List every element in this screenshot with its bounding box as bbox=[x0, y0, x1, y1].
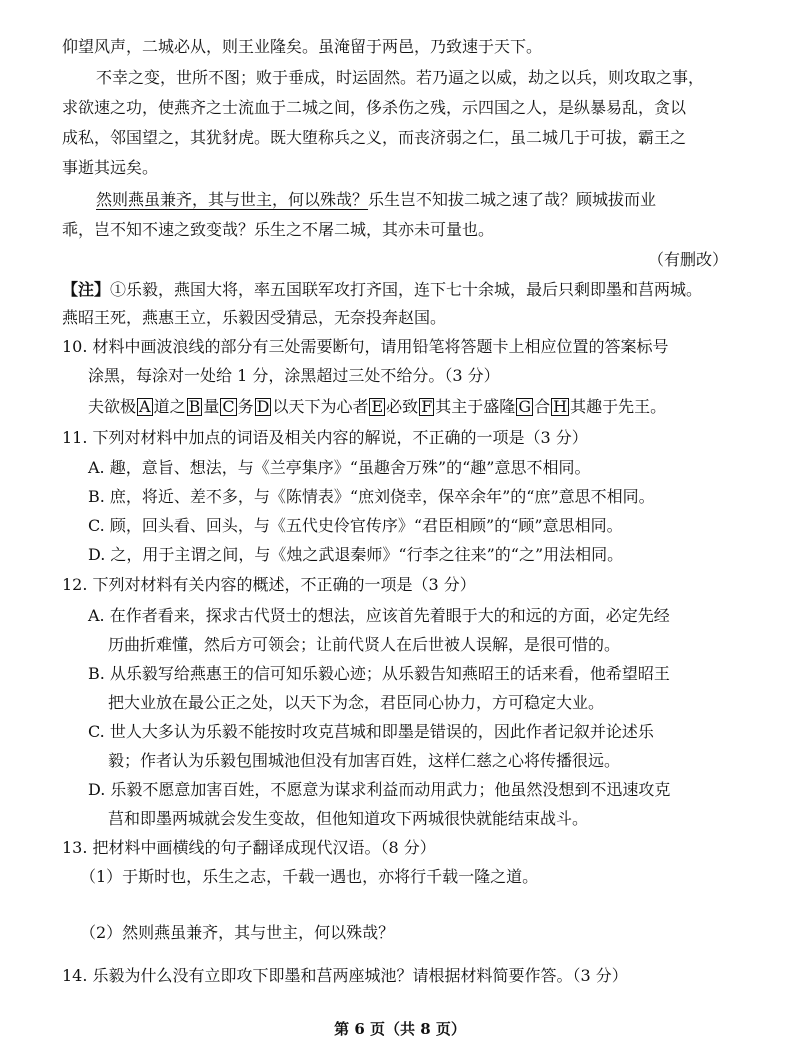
q10-seg: 必致 bbox=[386, 397, 419, 416]
passage-line-7: 乖，岂不知不速之致变哉？乐生之不屠二城，其亦未可量也。 bbox=[62, 220, 495, 239]
source-note: （有删改） bbox=[648, 250, 729, 269]
answer-box-e[interactable]: E bbox=[371, 397, 384, 416]
answer-box-c[interactable]: C bbox=[222, 397, 235, 416]
answer-box-g[interactable]: G bbox=[518, 397, 532, 416]
q10-seg: 务 bbox=[237, 397, 254, 416]
q11-stem: 11. 下列对材料中加点的词语及相关内容的解说，不正确的一项是（3 分） bbox=[62, 428, 588, 447]
q10-seg: 夫欲极 bbox=[88, 397, 137, 416]
q13-sentence-1: （1）于斯时也，乐生之志，千载一遇也，亦将行千载一隆之道。 bbox=[80, 867, 539, 886]
q13-stem: 13. 把材料中画横线的句子翻译成现代汉语。（8 分） bbox=[62, 838, 436, 857]
q12-option-a-1: A. 在作者看来，探求古代贤士的想法，应该首先着眼于大的和远的方面，必定先经 bbox=[88, 606, 670, 625]
q12-option-d-2: 莒和即墨两城就会发生变故，但他知道攻下两城很快就能结束战斗。 bbox=[108, 809, 589, 828]
q10-seg: 其主于盛隆 bbox=[435, 397, 516, 416]
q12-option-c-2: 毅；作者认为乐毅包围城池但没有加害百姓，这样仁慈之心将传播很远。 bbox=[108, 751, 621, 770]
q12-stem: 12. 下列对材料有关内容的概述，不正确的一项是（3 分） bbox=[62, 575, 476, 594]
note-tag: 【注】 bbox=[62, 280, 111, 299]
q10-sentence bbox=[88, 397, 666, 417]
answer-box-a[interactable]: A bbox=[139, 397, 151, 416]
q10-seg: 量 bbox=[203, 397, 220, 416]
q10-stem-2: 涂黑，每涂对一处给 1 分，涂黑超过三处不给分。（3 分） bbox=[88, 366, 500, 385]
passage-line-2: 不幸之变，世所不图；败于垂成，时运固然。若乃逼之以威，劫之以兵，则攻取之事， bbox=[96, 68, 705, 87]
note-line-1 bbox=[62, 280, 702, 300]
q11-option-a: A. 趣，意旨、想法，与《兰亭集序》“虽趣舍万殊”的“趣”意思不相同。 bbox=[88, 458, 591, 477]
q10-seg: 以天下为心者 bbox=[272, 397, 369, 416]
q11-option-b: B. 庶，将近、差不多，与《陈情表》“庶刘侥幸，保卒余年”的“庶”意思不相同。 bbox=[88, 487, 655, 506]
answer-box-f[interactable]: F bbox=[421, 397, 433, 416]
passage-line-6-rest: 乐生岂不知拔二城之速了哉？顾城拔而业 bbox=[368, 190, 657, 209]
answer-box-d[interactable]: D bbox=[256, 397, 270, 416]
passage-line-6 bbox=[96, 190, 656, 210]
note-line-2: 燕昭王死，燕惠王立，乐毅因受猜忌，无奈投奔赵国。 bbox=[62, 308, 447, 327]
q11-option-c: C. 顾，回头看、回头，与《五代史伶官传序》“君臣相顾”的“顾”意思相同。 bbox=[88, 516, 623, 535]
passage-line-5: 事逝其远矣。 bbox=[62, 158, 159, 177]
q11-option-d: D. 之，用于主谓之间，与《烛之武退秦师》“行李之往来”的“之”用法相同。 bbox=[88, 545, 624, 564]
passage-line-1: 仰望风声，二城必从，则王业隆矣。虽淹留于两邑，乃致速于天下。 bbox=[62, 37, 543, 56]
answer-box-h[interactable]: H bbox=[553, 397, 568, 416]
q12-option-a-2: 历曲折难懂，然后方可领会；让前代贤人在后世被人误解，是很可惜的。 bbox=[108, 635, 621, 654]
page-footer: 第 6 页（共 8 页） bbox=[334, 1020, 466, 1038]
q12-option-c-1: C. 世人大多认为乐毅不能按时攻克莒城和即墨是错误的，因此作者记叙并论述乐 bbox=[88, 722, 654, 741]
q10-stem-1: 10. 材料中画波浪线的部分有三处需要断句，请用铅笔将答题卡上相应位置的答案标号 bbox=[62, 337, 669, 356]
q10-seg: 其趣于先王。 bbox=[570, 397, 667, 416]
note-text-1: ①乐毅，燕国大将，率五国联军攻打齐国，连下七十余城，最后只剩即墨和莒两城。 bbox=[110, 280, 703, 299]
q13-sentence-2: （2）然则燕虽兼齐，其与世主，何以殊哉？ bbox=[80, 923, 395, 942]
q10-seg: 道之 bbox=[153, 397, 186, 416]
underlined-sentence: 然则燕虽兼齐，其与世主，何以殊哉？ bbox=[96, 190, 369, 209]
q12-option-d-1: D. 乐毅不愿意加害百姓，不愿意为谋求利益而动用武力；他虽然没想到不迅速攻克 bbox=[88, 780, 671, 799]
passage-line-3: 求欲速之功，使燕齐之士流血于二城之间，侈杀伤之残，示四国之人，是纵暴易乱，贪以 bbox=[62, 98, 687, 117]
q14-stem: 14. 乐毅为什么没有立即攻下即墨和莒两座城池？请根据材料简要作答。（3 分） bbox=[62, 966, 628, 985]
q10-seg: 合 bbox=[534, 397, 551, 416]
passage-line-4: 成私，邻国望之，其犹豺虎。既大堕称兵之义，而丧济弱之仁，虽二城几于可拔，霸王之 bbox=[62, 128, 687, 147]
q12-option-b-2: 把大业放在最公正之处，以天下为念，君臣同心协力，方可稳定大业。 bbox=[108, 693, 605, 712]
answer-box-b[interactable]: B bbox=[188, 397, 201, 416]
q12-option-b-1: B. 从乐毅写给燕惠王的信可知乐毅心迹；从乐毅告知燕昭王的话来看，他希望昭王 bbox=[88, 664, 670, 683]
